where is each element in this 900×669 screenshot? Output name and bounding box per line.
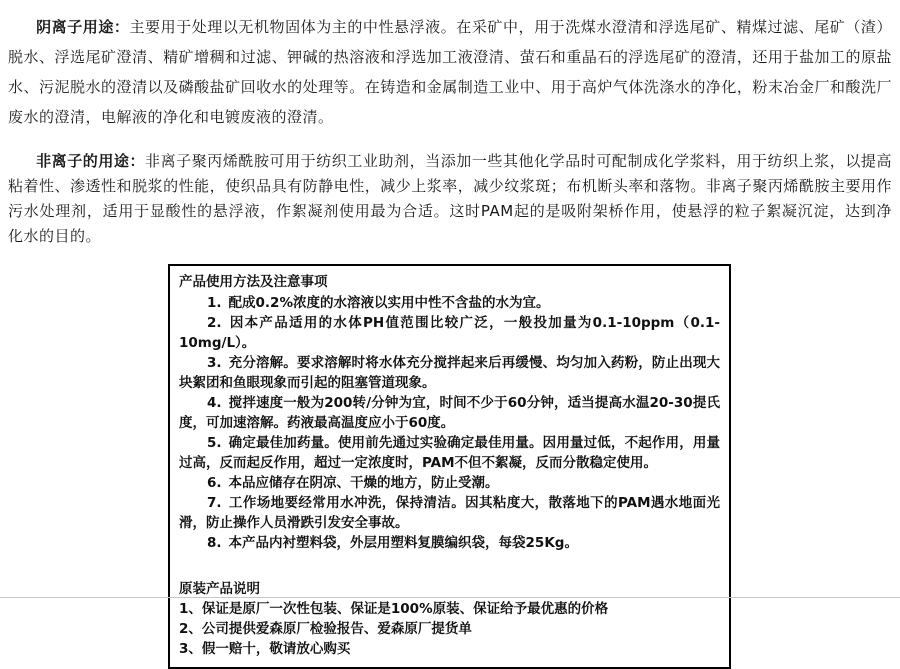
- usage-item-text: 搅拌速度一般为200转/分钟为宜，时间不少于60分钟，适当提高水温20-30提氏度，可加速溶解。药液最高温度应小于60度。: [179, 395, 720, 431]
- usage-item-number: 1.: [207, 295, 222, 311]
- usage-item-text: 本品应储存在阴凉、干燥的地方，防止受潮。: [228, 475, 499, 491]
- usage-item-number: 6.: [207, 475, 222, 491]
- paragraph-anionic-uses: [8, 12, 892, 132]
- usage-item: [179, 533, 720, 553]
- usage-item: [179, 353, 720, 393]
- usage-item-number: 2.: [207, 315, 222, 331]
- original-product-note: 2、公司提供爱森原厂检验报告、爱森原厂提货单: [179, 621, 472, 637]
- usage-item-number: 4.: [207, 395, 222, 411]
- original-product-notes-title: 原装产品说明: [179, 581, 260, 597]
- usage-item-text: 因本产品适用的水体PH值范围比较广泛，一般投加量为0.1-10ppm（0.1-10mg/L）。: [179, 315, 720, 351]
- usage-item-text: 确定最佳加药量。使用前先通过实验确定最佳用量。因用量过低，不起作用，用量过高，反而起反作用，超过一定浓度时，PAM不但不絮凝，反而分散稳定使用。: [179, 435, 720, 471]
- usage-item: [179, 493, 720, 533]
- usage-item-text: 配成0.2%浓度的水溶液以实用中性不含盐的水为宜。: [228, 295, 550, 311]
- original-product-note: 1、保证是原厂一次性包装、保证是100%原装、保证给予最优惠的价格: [179, 601, 609, 617]
- usage-item-text: 充分溶解。要求溶解时将水体充分搅拌起来后再缓慢、均匀加入药粉，防止出现大块絮团和鱼眼现象而引起的阻塞管道现象。: [179, 355, 720, 391]
- page-bottom-divider: [0, 597, 900, 598]
- paragraph-nonionic-uses: [8, 149, 892, 249]
- usage-item: [179, 313, 720, 353]
- paragraph-nonionic-body: 非离子聚丙烯酰胺可用于纺织工业助剂，当添加一些其他化学品时可配制成化学浆料，用于纺织上浆，以提高粘着性、渗透性和脱浆的性能，使织品具有防静电性，减少上浆率，减少纹浆斑；布机断头率和落物。非离子聚丙烯酰胺主要用作污水处理剂，适用于显酸性的悬浮液，作絮凝剂使用最为合适。这时PAM起的是吸附架桥作用，使悬浮的粒子絮凝沉淀，达到净化水的目的。: [8, 152, 892, 245]
- usage-item: [179, 473, 720, 493]
- usage-item-number: 7.: [207, 495, 222, 511]
- usage-item-number: 5.: [207, 435, 222, 451]
- paragraph-anionic-body: 主要用于处理以无机物固体为主的中性悬浮液。在采矿中，用于洗煤水澄清和浮选尾矿、精煤过滤、尾矿（渣）脱水、浮选尾矿澄清、精矿增稠和过滤、钾碱的热溶液和浮选加工液澄清、萤石和重晶石的浮选尾矿的澄清，还用于盐加工的原盐水、污泥脱水的澄清以及磷酸盐矿回收水的处理等。在铸造和金属制造工业中、用于高炉气体洗涤水的净化，粉末冶金厂和酸洗厂废水的澄清，电解液的净化和电镀废液的澄清。: [8, 18, 892, 126]
- paragraph-anionic-lead: 阴离子用途：: [36, 18, 130, 36]
- usage-item-text: 工作场地要经常用水冲洗，保持清洁。因其粘度大，散落地下的PAM遇水地面光滑，防止操作人员滑跌引发安全事故。: [179, 495, 720, 531]
- usage-item-number: 8.: [207, 535, 222, 551]
- usage-box-title: 产品使用方法及注意事项: [179, 274, 328, 290]
- usage-item: [179, 433, 720, 473]
- original-product-note: 3、假一赔十，敬请放心购买: [179, 641, 351, 657]
- usage-item: [179, 393, 720, 433]
- usage-item-number: 3.: [207, 355, 222, 371]
- paragraph-nonionic-lead: 非离子的用途：: [36, 152, 146, 170]
- usage-item-text: 本产品内衬塑料袋，外层用塑料复膜编织袋，每袋25Kg。: [228, 535, 578, 551]
- usage-item: [179, 293, 720, 313]
- usage-notes-box: [168, 264, 731, 669]
